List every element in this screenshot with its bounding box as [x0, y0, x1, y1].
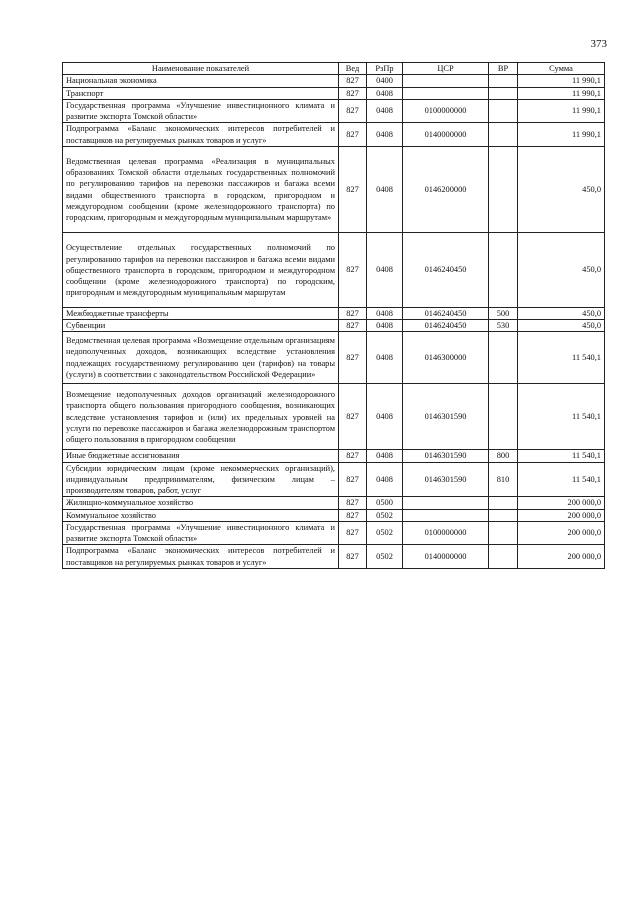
- cell-name: Осуществление отдельных государственных полномочий по регулированию тарифов на перевозки пассажиров и багажа всеми видами общественного транспорта в городском, пригородном и междугородном сообщении (кроме железнодорожного транспорта) по городским, пригородным и междугородным муниципальным маршрутам: [63, 233, 339, 307]
- cell-csr: 0146240450: [403, 319, 489, 331]
- cell-rzpr: 0502: [367, 545, 403, 569]
- table-row: [63, 545, 605, 569]
- cell-csr: 0146301590: [403, 462, 489, 497]
- header-vr: ВР: [489, 63, 518, 75]
- cell-csr: [403, 509, 489, 521]
- cell-csr: [403, 75, 489, 87]
- header-name: Наименование показателей: [63, 63, 339, 75]
- table-row: [63, 307, 605, 319]
- cell-name: Национальная экономика: [63, 75, 339, 87]
- cell-sum: 200 000,0: [518, 521, 605, 545]
- cell-vr: [489, 146, 518, 233]
- cell-ved: 827: [339, 233, 367, 307]
- cell-csr: 0140000000: [403, 545, 489, 569]
- table-row: [63, 87, 605, 99]
- cell-csr: [403, 87, 489, 99]
- table-row: [63, 75, 605, 87]
- cell-ved: 827: [339, 99, 367, 123]
- cell-name: Государственная программа «Улучшение инвестиционного климата и развитие экспорта Томской области»: [63, 99, 339, 123]
- cell-rzpr: 0408: [367, 450, 403, 462]
- cell-csr: 0146240450: [403, 307, 489, 319]
- cell-sum: 450,0: [518, 319, 605, 331]
- cell-vr: [489, 99, 518, 123]
- page-number: 373: [590, 38, 607, 50]
- budget-table: [62, 62, 605, 569]
- cell-sum: 11 990,1: [518, 123, 605, 147]
- cell-rzpr: 0408: [367, 307, 403, 319]
- cell-name: Межбюджетные трансферты: [63, 307, 339, 319]
- cell-sum: 11 540,1: [518, 450, 605, 462]
- cell-rzpr: 0502: [367, 521, 403, 545]
- cell-csr: [403, 497, 489, 509]
- table-row: [63, 462, 605, 497]
- cell-name: Ведомственная целевая программа «Реализация в муниципальных образованиях Томской области отдельных государственных полномочий по регулированию тарифов на перевозки пассажиров и багажа всеми видами общественного транспорта в городском, пригородном и междугородном сообщении (кроме железнодорожного транспорта) по городским, пригородным и междугородным муниципальным маршрутам»: [63, 146, 339, 233]
- cell-vr: [489, 75, 518, 87]
- cell-sum: 11 540,1: [518, 462, 605, 497]
- cell-vr: 530: [489, 319, 518, 331]
- table-row: [63, 509, 605, 521]
- cell-vr: [489, 545, 518, 569]
- cell-rzpr: 0408: [367, 233, 403, 307]
- cell-rzpr: 0408: [367, 99, 403, 123]
- header-ved: Вед: [339, 63, 367, 75]
- table-row: [63, 521, 605, 545]
- cell-sum: 450,0: [518, 146, 605, 233]
- cell-name: Коммунальное хозяйство: [63, 509, 339, 521]
- cell-sum: 200 000,0: [518, 497, 605, 509]
- table-row: [63, 384, 605, 450]
- cell-ved: 827: [339, 307, 367, 319]
- cell-vr: 800: [489, 450, 518, 462]
- cell-csr: 0100000000: [403, 99, 489, 123]
- cell-name: Иные бюджетные ассигнования: [63, 450, 339, 462]
- cell-name: Ведомственная целевая программа «Возмещение отдельным организациям недополученных доходов, возникающих вследствие установления подлежащих государственному регулированию цен (тарифов) на товары (услуги) в соответствии с законодательством Российской Федерации»: [63, 332, 339, 384]
- table-row: [63, 233, 605, 307]
- cell-rzpr: 0408: [367, 462, 403, 497]
- cell-csr: 0146301590: [403, 384, 489, 450]
- cell-vr: 810: [489, 462, 518, 497]
- cell-ved: 827: [339, 319, 367, 331]
- cell-rzpr: 0400: [367, 75, 403, 87]
- cell-ved: 827: [339, 123, 367, 147]
- cell-rzpr: 0502: [367, 509, 403, 521]
- cell-vr: [489, 233, 518, 307]
- table-row: [63, 332, 605, 384]
- cell-sum: 11 540,1: [518, 384, 605, 450]
- cell-rzpr: 0408: [367, 87, 403, 99]
- cell-name: Субсидии юридическим лицам (кроме некоммерческих организаций), индивидуальным предпринимателям, физическим лицам – производителям товаров, работ, услуг: [63, 462, 339, 497]
- table-header-row: [63, 63, 605, 75]
- cell-rzpr: 0408: [367, 123, 403, 147]
- cell-sum: 200 000,0: [518, 509, 605, 521]
- cell-vr: [489, 521, 518, 545]
- cell-rzpr: 0500: [367, 497, 403, 509]
- cell-name: Подпрограмма «Баланс экономических интересов потребителей и поставщиков на регулируемых рынках товаров и услуг»: [63, 545, 339, 569]
- cell-name: Субвенции: [63, 319, 339, 331]
- cell-vr: [489, 332, 518, 384]
- cell-vr: [489, 384, 518, 450]
- cell-vr: [489, 123, 518, 147]
- table-row: [63, 450, 605, 462]
- cell-ved: 827: [339, 545, 367, 569]
- cell-ved: 827: [339, 509, 367, 521]
- cell-csr: 0146200000: [403, 146, 489, 233]
- table-row: [63, 146, 605, 233]
- cell-rzpr: 0408: [367, 332, 403, 384]
- cell-sum: 450,0: [518, 233, 605, 307]
- table-row: [63, 123, 605, 147]
- cell-name: Подпрограмма «Баланс экономических интересов потребителей и поставщиков на регулируемых рынках товаров и услуг»: [63, 123, 339, 147]
- cell-rzpr: 0408: [367, 384, 403, 450]
- cell-sum: 450,0: [518, 307, 605, 319]
- cell-name: Транспорт: [63, 87, 339, 99]
- table-row: [63, 497, 605, 509]
- cell-csr: 0100000000: [403, 521, 489, 545]
- cell-csr: 0146300000: [403, 332, 489, 384]
- cell-rzpr: 0408: [367, 319, 403, 331]
- cell-name: Государственная программа «Улучшение инвестиционного климата и развитие экспорта Томской области»: [63, 521, 339, 545]
- cell-csr: 0146301590: [403, 450, 489, 462]
- cell-sum: 200 000,0: [518, 545, 605, 569]
- cell-vr: [489, 87, 518, 99]
- table-row: [63, 99, 605, 123]
- cell-csr: 0146240450: [403, 233, 489, 307]
- cell-ved: 827: [339, 450, 367, 462]
- cell-csr: 0140000000: [403, 123, 489, 147]
- cell-ved: 827: [339, 497, 367, 509]
- cell-ved: 827: [339, 75, 367, 87]
- cell-ved: 827: [339, 146, 367, 233]
- cell-ved: 827: [339, 462, 367, 497]
- table-row: [63, 319, 605, 331]
- cell-ved: 827: [339, 384, 367, 450]
- cell-ved: 827: [339, 332, 367, 384]
- table-body: [63, 75, 605, 569]
- header-rzpr: РзПр: [367, 63, 403, 75]
- cell-sum: 11 990,1: [518, 99, 605, 123]
- cell-sum: 11 990,1: [518, 87, 605, 99]
- header-csr: ЦСР: [403, 63, 489, 75]
- cell-vr: [489, 497, 518, 509]
- cell-name: Жилищно-коммунальное хозяйство: [63, 497, 339, 509]
- cell-sum: 11 540,1: [518, 332, 605, 384]
- header-sum: Сумма: [518, 63, 605, 75]
- cell-name: Возмещение недополученных доходов организаций железнодорожного транспорта общего пользования пригородного сообщения, возникающих вследствие установления тарифов и (или) их предельных уровней на услуги по перевозке пассажиров и багажа железнодорожным транспортом общего пользования в пригородном сообщении: [63, 384, 339, 450]
- cell-ved: 827: [339, 87, 367, 99]
- cell-vr: 500: [489, 307, 518, 319]
- cell-ved: 827: [339, 521, 367, 545]
- cell-rzpr: 0408: [367, 146, 403, 233]
- cell-vr: [489, 509, 518, 521]
- cell-sum: 11 990,1: [518, 75, 605, 87]
